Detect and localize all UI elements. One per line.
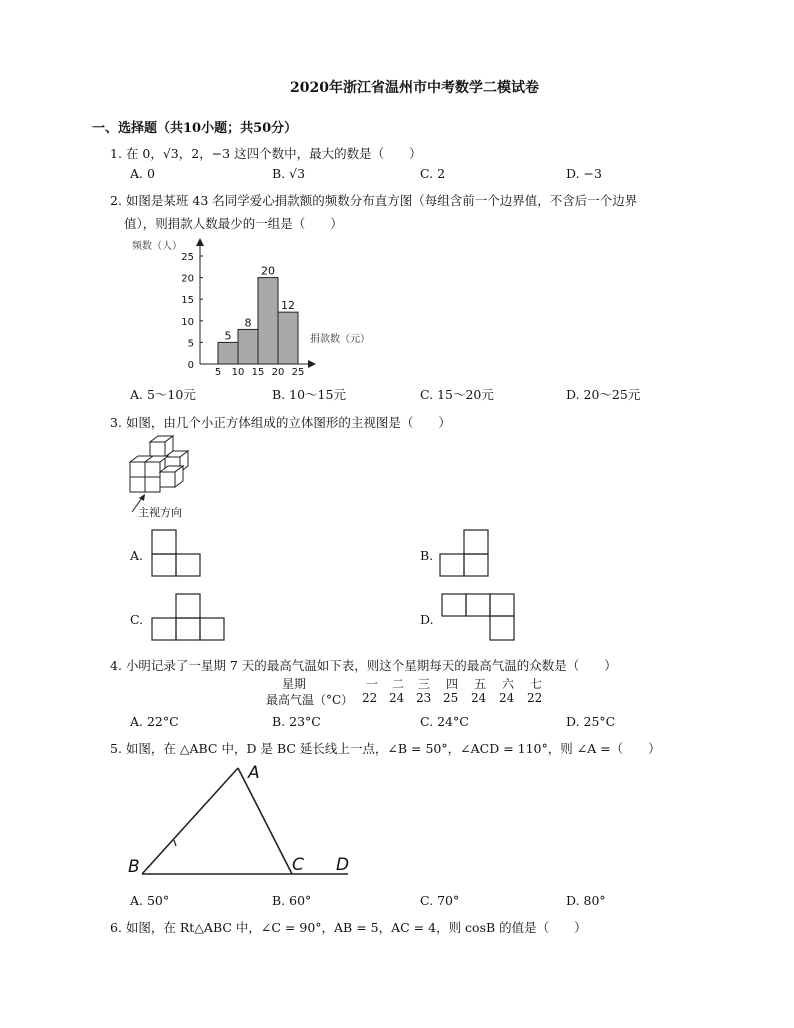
x-tick-label: 15 [251, 367, 265, 378]
vertex-label-b: B [128, 857, 140, 877]
question-2-option-d[interactable]: D. 20～25元 [566, 387, 641, 402]
table-header-temp: 最高气温（°C） [266, 693, 354, 707]
table-temp: 24 [499, 691, 515, 705]
bar-data-label: 20 [261, 264, 275, 278]
table-temp: 22 [527, 691, 543, 705]
histogram-bar [258, 278, 278, 364]
histogram-bar [218, 342, 238, 364]
y-axis-label: 频数（人） [132, 241, 182, 252]
question-1-option-a[interactable]: A. 0 [130, 166, 155, 181]
vertex-label-a: A [248, 763, 260, 783]
option-c-front-view[interactable] [150, 592, 228, 642]
y-tick-label: 10 [181, 316, 194, 328]
histogram-chart [128, 236, 370, 378]
vertex-label-d: D [336, 855, 350, 875]
x-tick-label: 10 [231, 367, 245, 378]
triangle-figure [120, 760, 370, 880]
bar-data-label: 8 [244, 316, 252, 330]
question-3-option-a[interactable]: A. [130, 548, 144, 563]
question-5-stem: 5. 如图，在 △ABC 中，D 是 BC 延长线上一点，∠B = 50°，∠ACD = 110°，则 ∠A =（ ） [110, 741, 661, 756]
table-day: 六 [502, 677, 515, 691]
table-day: 二 [392, 677, 405, 691]
question-6-stem: 6. 如图，在 Rt△ABC 中，∠C = 90°，AB = 5，AC = 4，则 cosB 的值是（ ） [110, 920, 587, 935]
bar-data-label: 12 [281, 299, 295, 313]
question-2-option-c[interactable]: C. 15～20元 [420, 387, 494, 402]
question-5-option-c[interactable]: C. 70° [420, 893, 460, 908]
option-d-front-view[interactable] [440, 592, 518, 642]
x-axis-arrow [308, 360, 316, 368]
question-4-option-b[interactable]: B. 23°C [272, 714, 321, 729]
table-day: 七 [530, 677, 543, 691]
question-5-option-d[interactable]: D. 80° [566, 893, 606, 908]
question-3-option-c[interactable]: C. [130, 612, 144, 627]
question-1-option-c[interactable]: C. 2 [420, 166, 446, 181]
question-4-stem: 4. 小明记录了一星期 7 天的最高气温如下表，则这个星期每天的最高气温的众数是（ ） [110, 658, 617, 673]
question-4-option-d[interactable]: D. 25°C [566, 714, 616, 729]
question-3-option-b[interactable]: B. [420, 548, 434, 563]
table-day: 五 [474, 677, 487, 691]
table-temp: 23 [416, 691, 432, 705]
view-direction-label: 主视方向 [138, 506, 182, 519]
option-a-front-view[interactable] [150, 528, 202, 578]
question-2-option-a[interactable]: A. 5～10元 [130, 387, 196, 402]
cube-solid-figure [120, 434, 210, 514]
histogram-bar [278, 312, 298, 364]
question-1-stem: 1. 在 0，√3，2，−3 这四个数中，最大的数是（ ） [110, 146, 422, 161]
y-tick-label: 5 [187, 338, 194, 350]
question-3-option-d[interactable]: D. [420, 612, 434, 627]
y-tick-label: 15 [181, 295, 194, 307]
table-temp: 24 [389, 691, 405, 705]
y-tick-label: 25 [181, 252, 194, 263]
histogram-bar [238, 329, 258, 364]
bar-data-label: 5 [224, 329, 232, 343]
table-temp: 24 [471, 691, 487, 705]
question-4-option-a[interactable]: A. 22°C [130, 714, 179, 729]
question-3-stem: 3. 如图，由几个小正方体组成的立体图形的主视图是（ ） [110, 415, 451, 430]
x-tick-label: 20 [271, 367, 285, 378]
table-temp: 22 [362, 691, 378, 705]
vertex-label-c: C [292, 855, 304, 875]
table-header-day: 星期 [282, 677, 307, 691]
section-heading: 一、选择题（共10小题；共50分） [92, 121, 298, 136]
y-axis-arrow [196, 238, 204, 246]
question-5-option-a[interactable]: A. 50° [130, 893, 170, 908]
question-2-stem-line1: 2. 如图是某班 43 名同学爱心捐款额的频数分布直方图（每组含前一个边界值，不含后一个边界 [110, 193, 638, 208]
page-title: 2020年浙江省温州市中考数学二模试卷 [290, 80, 539, 96]
table-temp: 25 [443, 691, 459, 705]
question-5-option-b[interactable]: B. 60° [272, 893, 312, 908]
y-tick-label: 20 [181, 273, 194, 285]
y-tick-label: 0 [187, 360, 194, 371]
option-b-front-view[interactable] [438, 528, 492, 578]
table-day: 一 [366, 677, 379, 691]
question-1-option-d[interactable]: D. −3 [566, 166, 602, 181]
x-tick-label: 25 [291, 367, 305, 378]
x-tick-label: 5 [214, 367, 222, 378]
table-day: 三 [418, 677, 431, 691]
table-day: 四 [446, 677, 459, 691]
question-1-option-b[interactable]: B. √3 [272, 166, 306, 181]
question-2-option-b[interactable]: B. 10～15元 [272, 387, 346, 402]
question-2-stem-line2: 值），则捐款人数最少的一组是（ ） [124, 216, 343, 231]
question-4-option-c[interactable]: C. 24°C [420, 714, 469, 729]
x-axis-label: 捐款数（元） [310, 334, 370, 345]
